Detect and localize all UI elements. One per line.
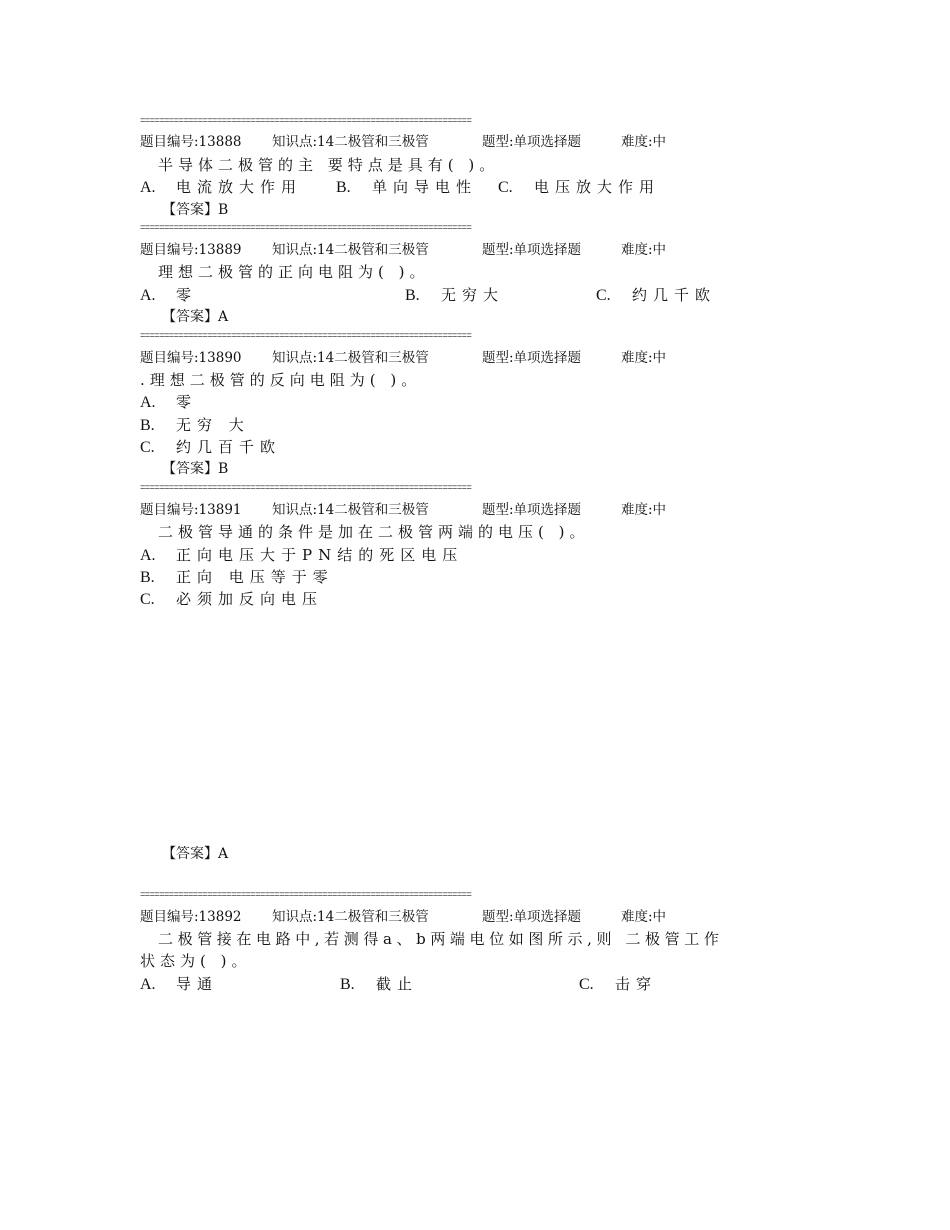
question-meta <box>140 350 700 366</box>
option-letter: C. <box>596 287 611 304</box>
option-text: 约几百千欧 <box>176 438 282 456</box>
option-letter: C. <box>579 976 594 993</box>
option-text: 零 <box>176 393 198 411</box>
question-id: 题目编号:13891 <box>140 502 242 518</box>
knowledge-point: 知识点:14二极管和三极管 <box>272 134 429 150</box>
option-letter: B. <box>340 976 355 993</box>
option-text: 截止 <box>376 975 419 993</box>
option-a[interactable] <box>140 178 302 197</box>
question-meta <box>140 909 700 925</box>
question-stem-continued: 状态为( )。 <box>140 952 252 970</box>
separator-line: ===================================================================== <box>140 483 472 493</box>
option-c[interactable] <box>140 438 281 457</box>
difficulty: 难度:中 <box>621 134 667 150</box>
option-b[interactable] <box>336 178 477 197</box>
question-type: 题型:单项选择题 <box>482 242 582 258</box>
question-id: 题目编号:13889 <box>140 242 242 258</box>
question-type: 题型:单项选择题 <box>482 502 582 518</box>
question-stem: 二极管导通的条件是加在二极管两端的电压( )。 <box>158 523 590 541</box>
option-a[interactable] <box>140 393 197 412</box>
option-letter: B. <box>336 179 351 196</box>
option-text: 导通 <box>176 975 219 993</box>
separator-line: ===================================================================== <box>140 116 472 126</box>
option-text: 无穷大 <box>441 286 505 304</box>
option-text: 必须加反向电压 <box>176 590 324 608</box>
question-meta <box>140 134 700 150</box>
knowledge-point: 知识点:14二极管和三极管 <box>272 242 429 258</box>
option-c[interactable] <box>140 590 323 609</box>
difficulty: 难度:中 <box>621 350 667 366</box>
option-letter: C. <box>140 439 155 456</box>
option-b[interactable] <box>340 975 418 994</box>
separator-line: ===================================================================== <box>140 223 472 233</box>
option-a[interactable] <box>140 286 197 305</box>
question-stem: .理想二极管的反向电阻为( )。 <box>140 371 422 389</box>
option-b[interactable] <box>140 416 250 435</box>
option-text: 击穿 <box>615 975 658 993</box>
separator-line: ===================================================================== <box>140 331 472 341</box>
option-b[interactable] <box>140 568 334 587</box>
option-letter: B. <box>140 417 155 434</box>
question-id: 题目编号:13890 <box>140 350 242 366</box>
option-text: 约几千欧 <box>632 286 717 304</box>
answer-label: 【答案】A <box>162 846 229 862</box>
option-text: 正向 电压等于零 <box>176 568 334 586</box>
question-type: 题型:单项选择题 <box>482 909 582 925</box>
difficulty: 难度:中 <box>621 502 667 518</box>
option-text: 正向电压大于PN结的死区电压 <box>176 546 464 564</box>
option-text: 零 <box>176 286 198 304</box>
question-stem: 二极管接在电路中,若测得a、b两端电位如图所示,则 二极管工作 <box>158 930 724 948</box>
option-c[interactable] <box>596 286 716 305</box>
question-id: 题目编号:13888 <box>140 134 242 150</box>
answer-label: 【答案】A <box>162 309 229 325</box>
option-letter: A. <box>140 976 156 993</box>
option-text: 电流放大作用 <box>176 178 303 196</box>
option-a[interactable] <box>140 975 218 994</box>
option-letter: A. <box>140 547 156 564</box>
option-letter: B. <box>140 569 155 586</box>
option-c[interactable] <box>579 975 657 994</box>
option-a[interactable] <box>140 546 463 565</box>
option-text: 单向导电性 <box>372 178 478 196</box>
option-letter: A. <box>140 287 156 304</box>
option-letter: A. <box>140 179 156 196</box>
knowledge-point: 知识点:14二极管和三极管 <box>272 502 429 518</box>
question-meta <box>140 242 700 258</box>
option-letter: A. <box>140 394 156 411</box>
question-id: 题目编号:13892 <box>140 909 242 925</box>
question-stem: 理想二极管的正向电阻为( )。 <box>158 263 430 281</box>
difficulty: 难度:中 <box>621 909 667 925</box>
question-type: 题型:单项选择题 <box>482 350 582 366</box>
question-type: 题型:单项选择题 <box>482 134 582 150</box>
option-letter: B. <box>405 287 420 304</box>
difficulty: 难度:中 <box>621 242 667 258</box>
option-letter: C. <box>498 179 513 196</box>
separator-line: ===================================================================== <box>140 890 472 900</box>
knowledge-point: 知识点:14二极管和三极管 <box>272 909 429 925</box>
question-meta <box>140 502 700 518</box>
answer-label: 【答案】B <box>162 461 229 477</box>
option-letter: C. <box>140 591 155 608</box>
option-c[interactable] <box>498 178 660 197</box>
knowledge-point: 知识点:14二极管和三极管 <box>272 350 429 366</box>
option-text: 无穷 大 <box>176 416 250 434</box>
option-b[interactable] <box>405 286 504 305</box>
question-stem: 半导体二极管的主 要特点是具有( )。 <box>158 156 500 174</box>
answer-label: 【答案】B <box>162 202 229 218</box>
option-text: 电压放大作用 <box>534 178 661 196</box>
